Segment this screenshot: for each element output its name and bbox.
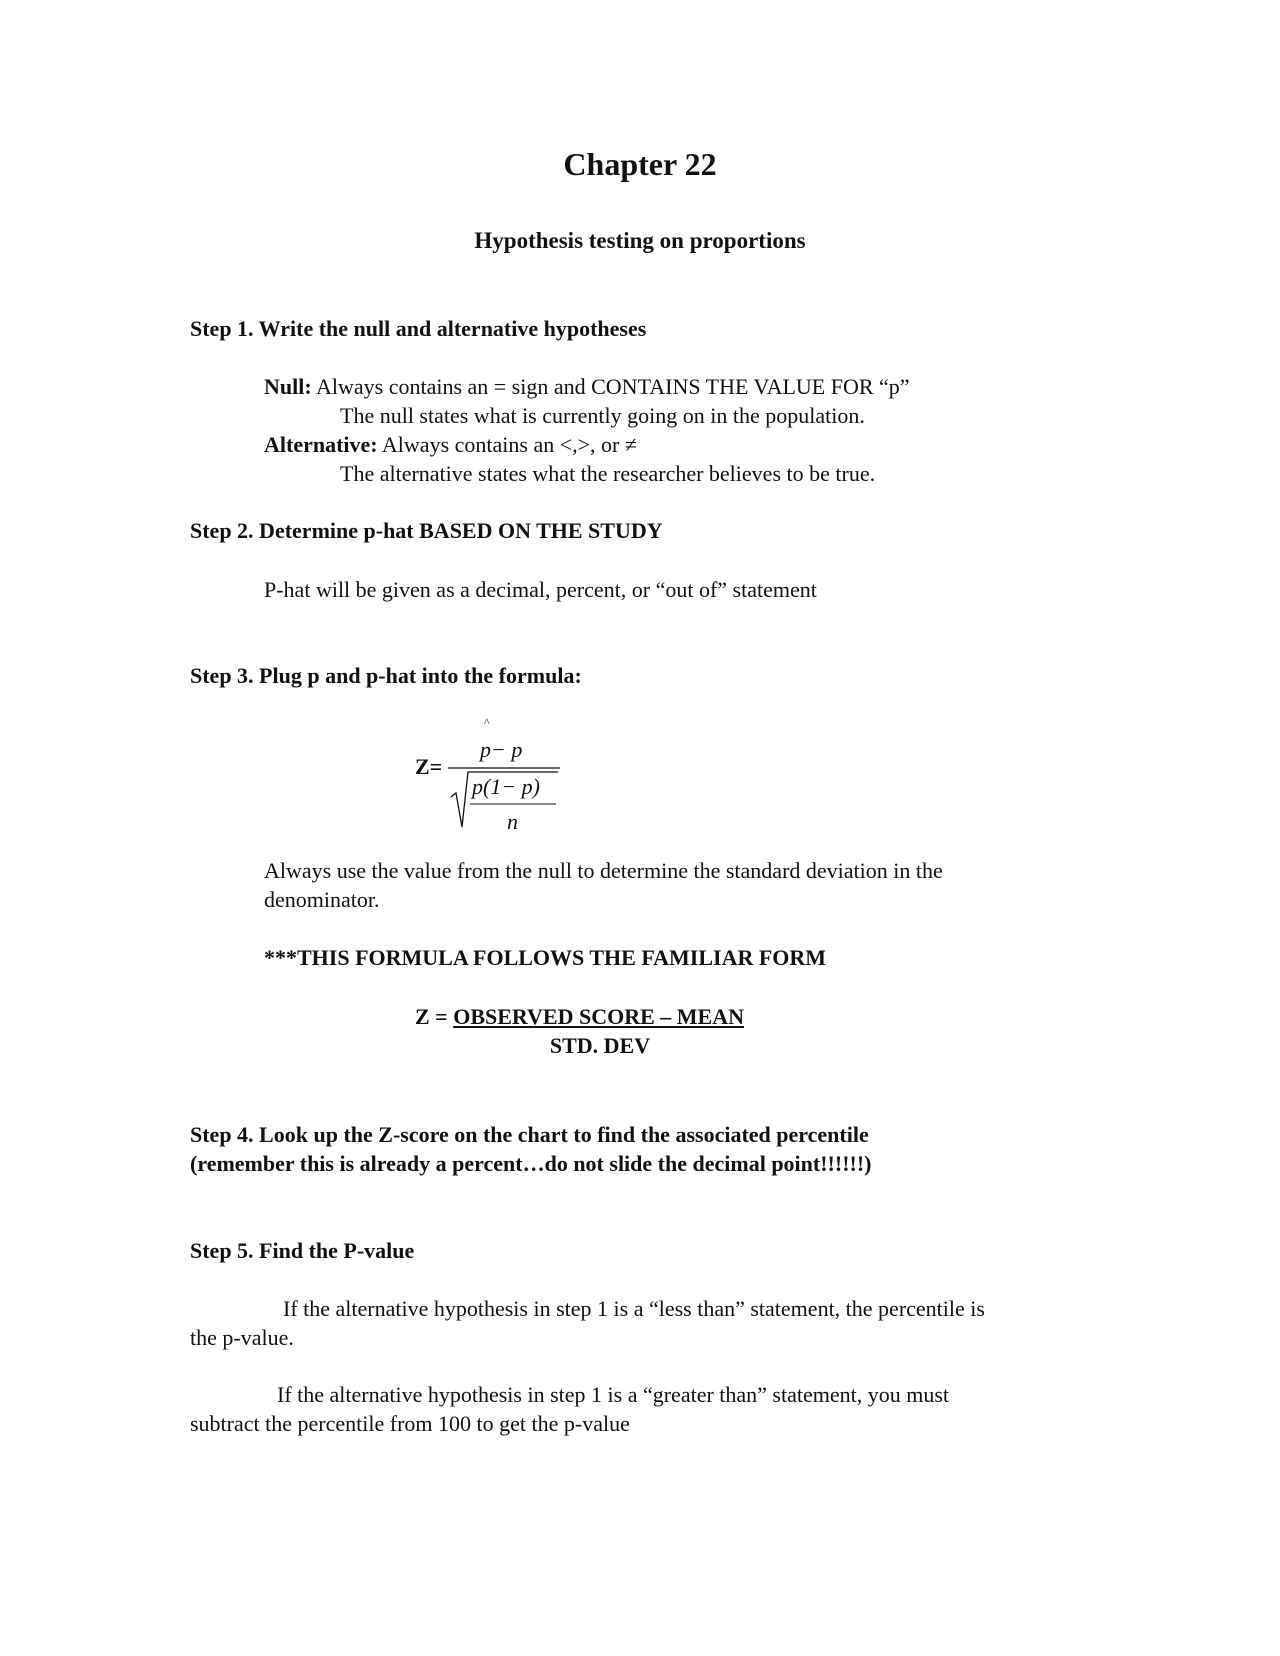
- null-note-line1: Always use the value from the null to determine the standard deviation in the: [264, 858, 943, 883]
- null-line: [264, 372, 910, 401]
- z-score-formula: [415, 1002, 744, 1031]
- less-than-line1: If the alternative hypothesis in step 1 is a “less than” statement, the percentile is: [283, 1296, 985, 1321]
- p-hat-caret: ^: [484, 715, 490, 729]
- z-formula: [410, 715, 570, 840]
- formula-numerator: p− p: [480, 737, 523, 762]
- greater-than-line2: subtract the percentile from 100 to get the p-value: [190, 1411, 630, 1436]
- step1-heading: Step 1. Write the null and alternative hypotheses: [190, 316, 647, 341]
- null-note-line2: denominator.: [264, 887, 380, 912]
- observed-minus-mean: OBSERVED SCORE – MEAN: [453, 1004, 744, 1029]
- null-description: The null states what is currently going on in the population.: [340, 403, 865, 428]
- page-subtitle: Hypothesis testing on proportions: [474, 228, 806, 253]
- z-equals: Z =: [415, 1004, 454, 1029]
- alternative-label: Alternative:: [264, 432, 378, 457]
- step5-heading: Step 5. Find the P-value: [190, 1238, 415, 1263]
- null-label: Null:: [264, 374, 312, 399]
- greater-than-line1: If the alternative hypothesis in step 1 is a “greater than” statement, you must: [277, 1382, 950, 1407]
- familiar-form-note: ***THIS FORMULA FOLLOWS THE FAMILIAR FORM: [264, 945, 827, 970]
- step4-line1: Step 4. Look up the Z-score on the chart to find the associated percentile: [190, 1122, 869, 1147]
- radicand-denominator: n: [507, 809, 518, 834]
- alternative-text: Always contains an <,>, or ≠: [377, 432, 637, 457]
- step3-heading: Step 3. Plug p and p-hat into the formula:: [190, 663, 582, 688]
- step4-line2: (remember this is already a percent…do not slide the decimal point!!!!!!): [190, 1151, 872, 1176]
- step2-text: P-hat will be given as a decimal, percent, or “out of” statement: [264, 577, 817, 602]
- less-than-line2: the p-value.: [190, 1325, 294, 1350]
- std-dev-denominator: STD. DEV: [549, 1033, 651, 1058]
- z-lhs: Z=: [415, 754, 443, 779]
- alternative-line: [264, 430, 637, 459]
- step2-heading: Step 2. Determine p-hat BASED ON THE STUDY: [190, 518, 663, 543]
- radicand-numerator: p(1− p): [472, 774, 540, 799]
- alternative-description: The alternative states what the researcher believes to be true.: [340, 461, 876, 486]
- page-title: Chapter 22: [563, 146, 717, 182]
- null-text: Always contains an = sign and CONTAINS THE VALUE FOR “p”: [311, 374, 910, 399]
